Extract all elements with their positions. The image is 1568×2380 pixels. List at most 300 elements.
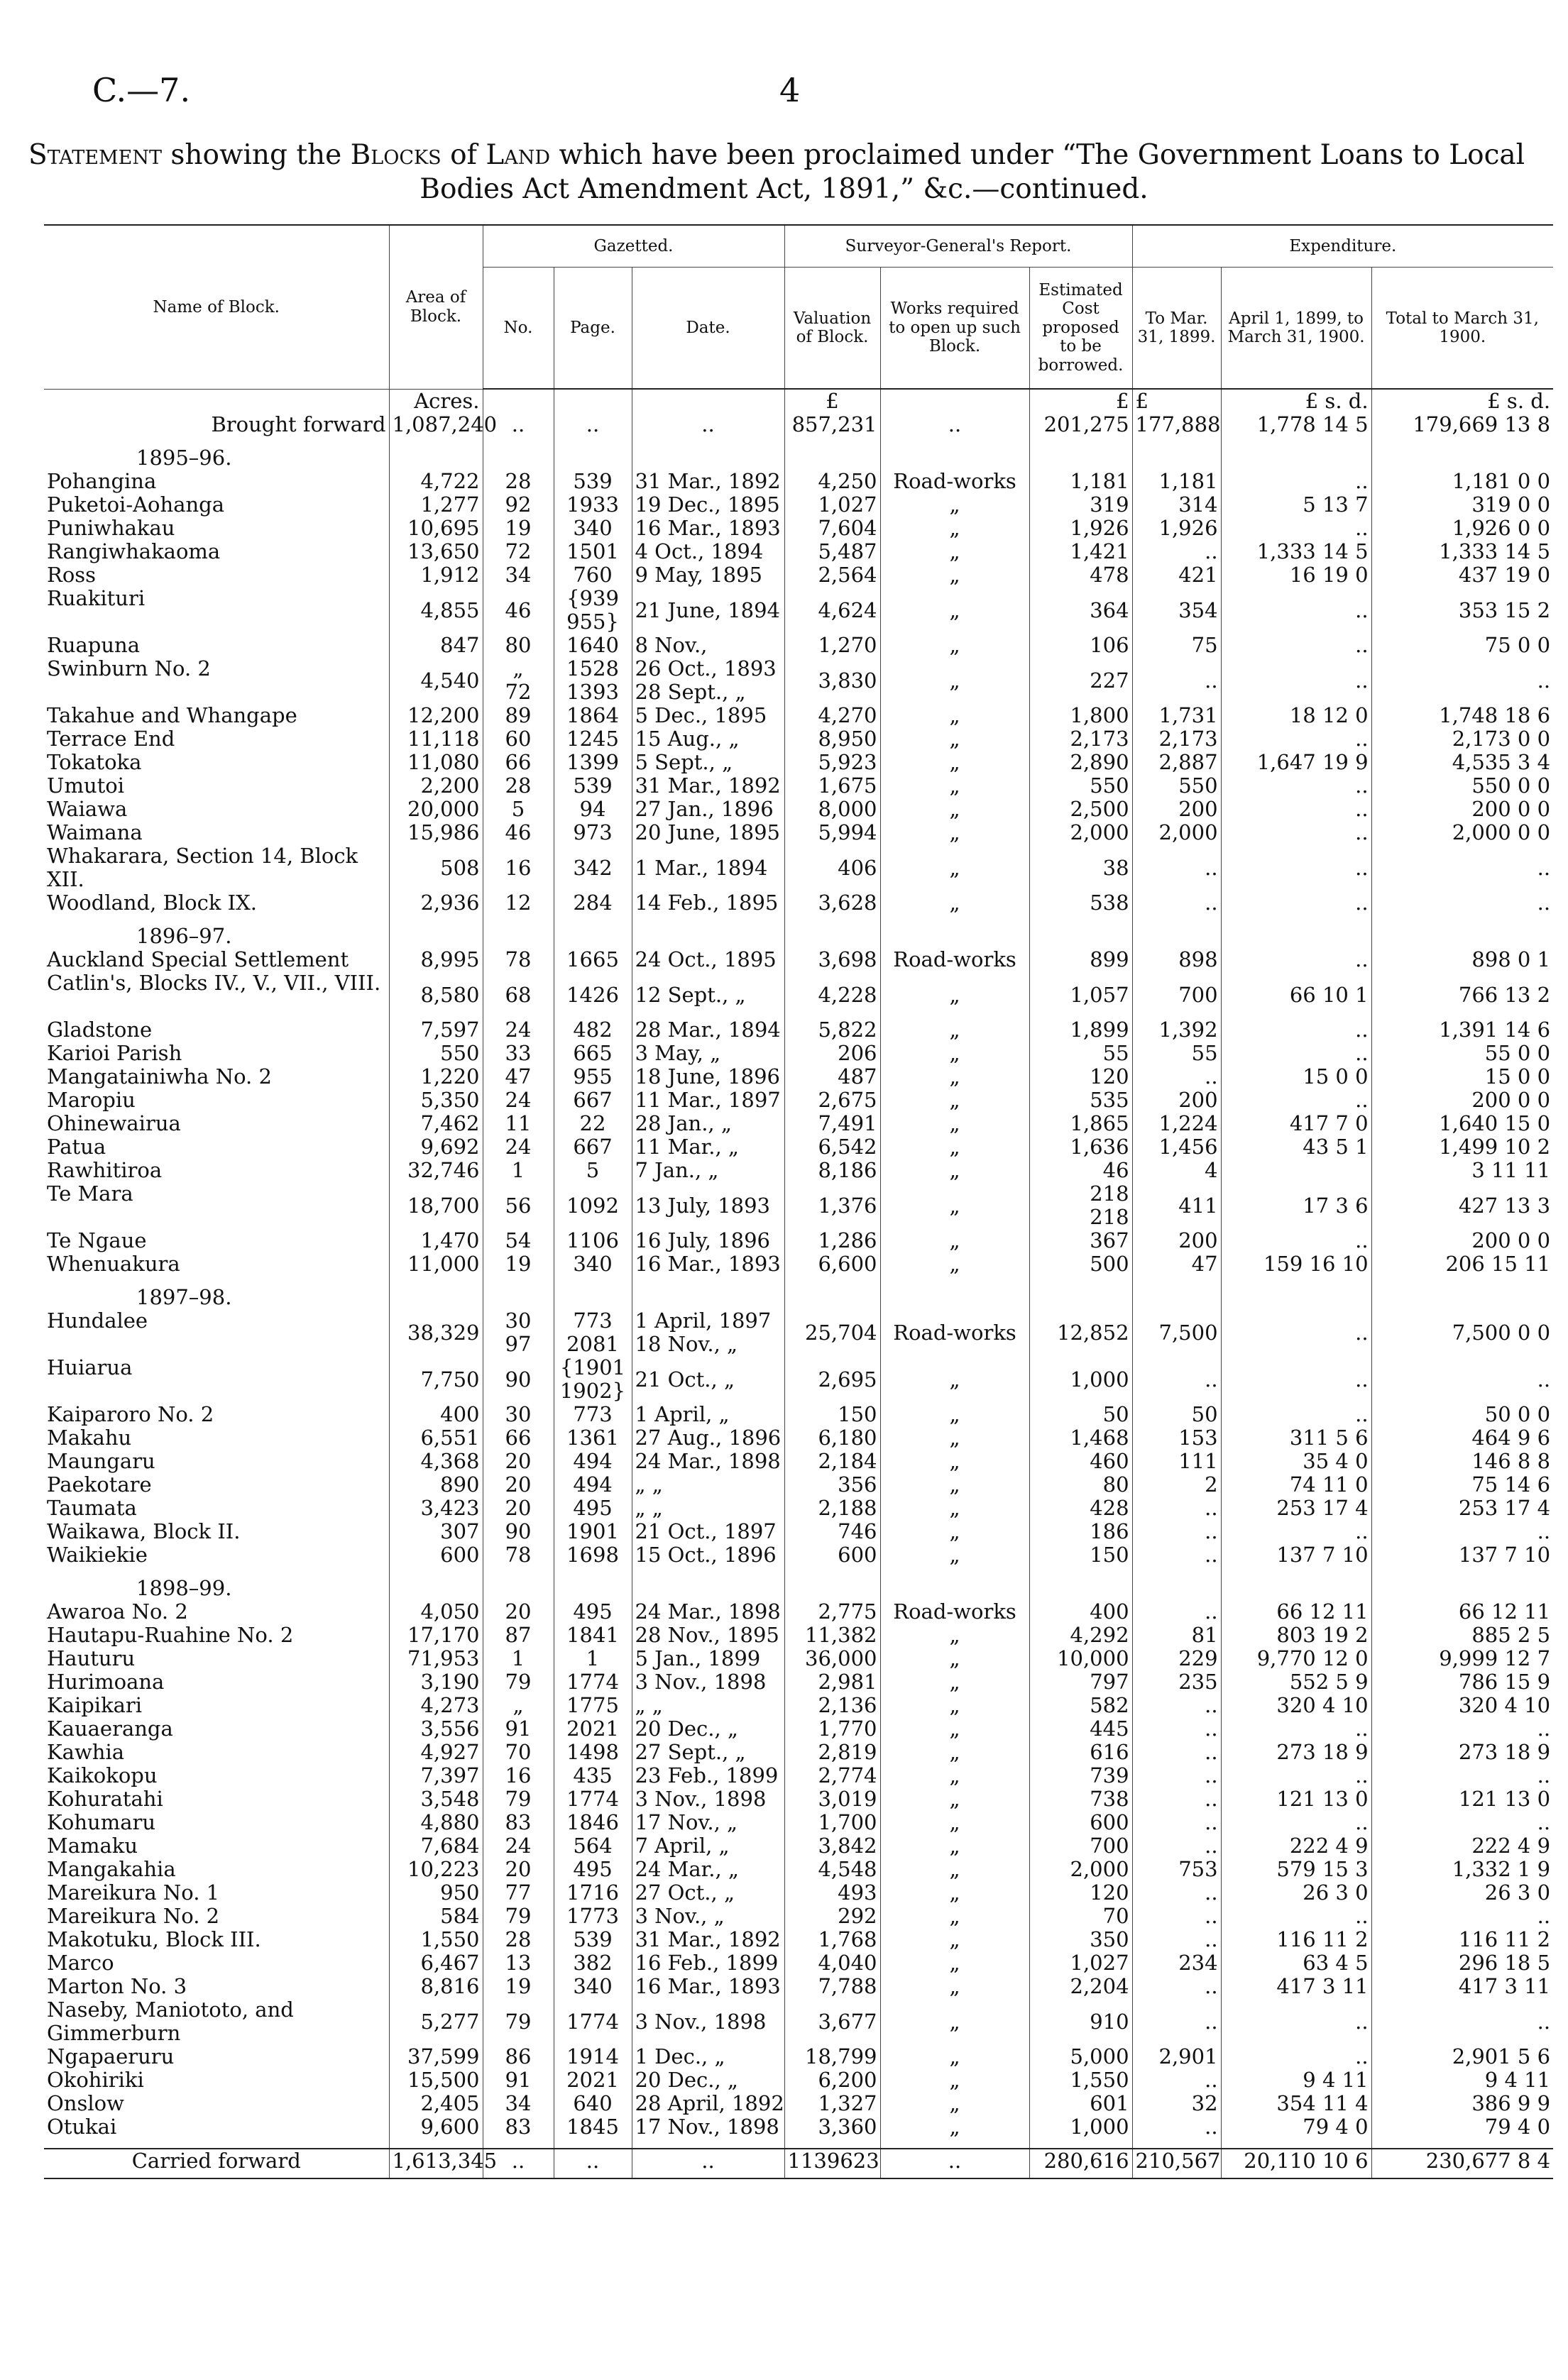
cell-date: 16 Mar., 1893 bbox=[632, 1252, 784, 1276]
cell-val: 4,250 bbox=[784, 470, 880, 493]
cell-to: 753 bbox=[1132, 1858, 1221, 1881]
cell-no: 13 bbox=[483, 1951, 554, 1975]
cell-tot: .. bbox=[1371, 1811, 1553, 1834]
cell-area: 3,423 bbox=[389, 1497, 483, 1520]
cell-to: .. bbox=[1132, 1998, 1221, 2045]
cell-tot: 179,669 13 8 bbox=[1371, 413, 1553, 436]
cell-works: „ bbox=[880, 1670, 1029, 1694]
table-row bbox=[44, 798, 1553, 821]
cell-no: 90 bbox=[483, 1520, 554, 1543]
cell-page: 1716 bbox=[554, 1881, 632, 1905]
cell-tot: 296 18 5 bbox=[1371, 1951, 1553, 1975]
cell-tot: 885 2 5 bbox=[1371, 1624, 1553, 1647]
cell-no: 92 bbox=[483, 493, 554, 517]
cell-apr: .. bbox=[1221, 1717, 1371, 1741]
cell-works: „ bbox=[880, 727, 1029, 751]
cell-est: 227 bbox=[1029, 657, 1132, 704]
cell-to: .. bbox=[1132, 1834, 1221, 1858]
cell-page: 1914 bbox=[554, 2045, 632, 2068]
cell-to: 177,888 bbox=[1132, 413, 1221, 436]
cell-no: 86 bbox=[483, 2045, 554, 2068]
cell-works: „ bbox=[880, 751, 1029, 774]
title-lead: Statement bbox=[28, 139, 162, 171]
cell-tot: 9 4 11 bbox=[1371, 2068, 1553, 2092]
cell-val: 150 bbox=[784, 1403, 880, 1426]
cell-no: 79 bbox=[483, 1998, 554, 2045]
cell-no: 24 bbox=[483, 1018, 554, 1042]
cell-to: .. bbox=[1132, 891, 1221, 915]
block-name: Te Mara bbox=[47, 1181, 133, 1206]
section-heading: 1898–99. bbox=[136, 1576, 232, 1600]
cell-date: 11 Mar., 1897 bbox=[632, 1089, 784, 1112]
col-area: Area of Block. bbox=[389, 226, 483, 389]
cell-tot: 319 0 0 bbox=[1371, 493, 1553, 517]
cell-page: 1106 bbox=[554, 1229, 632, 1252]
cell-apr: .. bbox=[1221, 1018, 1371, 1042]
cell-apr: 5 13 7 bbox=[1221, 493, 1371, 517]
cell-no: 66 bbox=[483, 751, 554, 774]
cell-no: 90 bbox=[483, 1356, 554, 1403]
cell-no: 20 bbox=[483, 1600, 554, 1624]
cell-area: 400 bbox=[389, 1403, 483, 1426]
cell-page: {939 955} bbox=[554, 587, 632, 634]
cell-tot: 200 0 0 bbox=[1371, 1229, 1553, 1252]
cell-apr: 20,110 10 6 bbox=[1221, 2149, 1371, 2178]
cell-tot: 15 0 0 bbox=[1371, 1065, 1553, 1089]
cell-apr: .. bbox=[1221, 821, 1371, 844]
table-row bbox=[44, 1065, 1553, 1089]
cell-apr: .. bbox=[1221, 587, 1371, 634]
cell-page: 1399 bbox=[554, 751, 632, 774]
cell-works: „ bbox=[880, 1741, 1029, 1764]
unit-est: £ bbox=[1029, 389, 1132, 413]
cell-to: 32 bbox=[1132, 2092, 1221, 2115]
col-estimated: Estimated Cost proposed to be borrowed. bbox=[1029, 268, 1132, 390]
cell-page: 22 bbox=[554, 1112, 632, 1135]
cell-no: 46 bbox=[483, 587, 554, 634]
cell-tot: 3 11 11 bbox=[1371, 1159, 1553, 1182]
cell-val: 3,698 bbox=[784, 948, 880, 971]
block-name: Pohangina bbox=[47, 469, 157, 493]
cell-date: 28 April, 1892 bbox=[632, 2092, 784, 2115]
block-name: Whenuakura bbox=[47, 1252, 180, 1276]
cell-works: „ bbox=[880, 1905, 1029, 1928]
cell-date: 24 Oct., 1895 bbox=[632, 948, 784, 971]
cell-page: 1901 bbox=[554, 1520, 632, 1543]
block-name: Naseby, Maniototo, and Gimmerburn bbox=[47, 1998, 294, 2045]
cell-tot: .. bbox=[1371, 1764, 1553, 1787]
cell-val: 6,200 bbox=[784, 2068, 880, 2092]
cell-page: 435 bbox=[554, 1764, 632, 1787]
cell-date: 20 Dec., „ bbox=[632, 2068, 784, 2092]
cell-area: 8,816 bbox=[389, 1975, 483, 1998]
units-row bbox=[44, 389, 1553, 413]
cell-to: 2,173 bbox=[1132, 727, 1221, 751]
cell-val: 8,950 bbox=[784, 727, 880, 751]
block-name: Waiawa bbox=[47, 797, 128, 821]
table-row bbox=[44, 2092, 1553, 2115]
cell-area: 71,953 bbox=[389, 1647, 483, 1670]
cell-est: 319 bbox=[1029, 493, 1132, 517]
cell-to: 153 bbox=[1132, 1426, 1221, 1450]
cell-works: „ bbox=[880, 1694, 1029, 1717]
table-row bbox=[44, 1975, 1553, 1998]
cell-apr bbox=[1221, 1159, 1371, 1182]
cell-apr: 222 4 9 bbox=[1221, 1834, 1371, 1858]
cell-date: 31 Mar., 1892 bbox=[632, 774, 784, 798]
cell-no: 20 bbox=[483, 1473, 554, 1497]
cell-works: Road-works bbox=[880, 948, 1029, 971]
cell-page: 1092 bbox=[554, 1182, 632, 1229]
cell-tot: 353 15 2 bbox=[1371, 587, 1553, 634]
cell-apr: 63 4 5 bbox=[1221, 1951, 1371, 1975]
cell-works: „ bbox=[880, 1543, 1029, 1567]
cell-est: 2,000 bbox=[1029, 1858, 1132, 1881]
block-name: Patua bbox=[47, 1135, 106, 1159]
cell-page: 773 2081 bbox=[554, 1309, 632, 1356]
cell-works: Road-works bbox=[880, 1309, 1029, 1356]
cell-est: 1,865 bbox=[1029, 1112, 1132, 1135]
cell-apr: 116 11 2 bbox=[1221, 1928, 1371, 1951]
cell-to: 200 bbox=[1132, 798, 1221, 821]
cell-tot: 1,333 14 5 bbox=[1371, 540, 1553, 563]
cell-est: 80 bbox=[1029, 1473, 1132, 1497]
cell-date: 5 Sept., „ bbox=[632, 751, 784, 774]
cell-area: 847 bbox=[389, 634, 483, 657]
cell-works: „ bbox=[880, 2045, 1029, 2068]
cell-apr: 15 0 0 bbox=[1221, 1065, 1371, 1089]
cell-apr: 43 5 1 bbox=[1221, 1135, 1371, 1159]
cell-val: 4,040 bbox=[784, 1951, 880, 1975]
cell-works: „ bbox=[880, 517, 1029, 540]
cell-tot: 320 4 10 bbox=[1371, 1694, 1553, 1717]
cell-apr: 552 5 9 bbox=[1221, 1670, 1371, 1694]
table-row bbox=[44, 2045, 1553, 2068]
cell-area: 2,405 bbox=[389, 2092, 483, 2115]
cell-tot: 26 3 0 bbox=[1371, 1881, 1553, 1905]
cell-area: 890 bbox=[389, 1473, 483, 1497]
cell-no: 47 bbox=[483, 1065, 554, 1089]
cell-est: 899 bbox=[1029, 948, 1132, 971]
cell-area: 4,927 bbox=[389, 1741, 483, 1764]
block-name: Gladstone bbox=[47, 1018, 153, 1042]
cell-date: 3 Nov., 1898 bbox=[632, 1998, 784, 2045]
cell-apr: .. bbox=[1221, 1309, 1371, 1356]
table-row bbox=[44, 587, 1553, 634]
block-name: Ross bbox=[47, 563, 97, 587]
cell-est: 186 bbox=[1029, 1520, 1132, 1543]
cell-to: 314 bbox=[1132, 493, 1221, 517]
cell-est: 445 bbox=[1029, 1717, 1132, 1741]
cell-est: 1,000 bbox=[1029, 1356, 1132, 1403]
cell-to: 1,181 bbox=[1132, 470, 1221, 493]
cell-to: 111 bbox=[1132, 1450, 1221, 1473]
cell-tot: .. bbox=[1371, 844, 1553, 891]
cell-no: 24 bbox=[483, 1834, 554, 1858]
row-name: Brought forward bbox=[211, 412, 386, 436]
block-name: Ruapuna bbox=[47, 633, 141, 657]
cell-page: 667 bbox=[554, 1135, 632, 1159]
cell-apr: 74 11 0 bbox=[1221, 1473, 1371, 1497]
cell-val: 2,188 bbox=[784, 1497, 880, 1520]
table-row bbox=[44, 948, 1553, 971]
table-row bbox=[44, 1018, 1553, 1042]
cell-page: {1901 1902} bbox=[554, 1356, 632, 1403]
cell-to: 229 bbox=[1132, 1647, 1221, 1670]
cell-apr: 1,647 19 9 bbox=[1221, 751, 1371, 774]
cell-date: 21 June, 1894 bbox=[632, 587, 784, 634]
cell-works: „ bbox=[880, 1520, 1029, 1543]
cell-apr: .. bbox=[1221, 948, 1371, 971]
cell-to: 1,224 bbox=[1132, 1112, 1221, 1135]
cell-no: „ bbox=[483, 1694, 554, 1717]
cell-works: „ bbox=[880, 563, 1029, 587]
cell-val: 1139623 bbox=[784, 2149, 880, 2178]
table-row bbox=[44, 1647, 1553, 1670]
cell-tot: 1,640 15 0 bbox=[1371, 1112, 1553, 1135]
cell-tot: 2,901 5 6 bbox=[1371, 2045, 1553, 2068]
cell-to: 898 bbox=[1132, 948, 1221, 971]
table-row bbox=[44, 517, 1553, 540]
cell-est: 550 bbox=[1029, 774, 1132, 798]
cell-est: 460 bbox=[1029, 1450, 1132, 1473]
cell-works: „ bbox=[880, 1135, 1029, 1159]
cell-est: 10,000 bbox=[1029, 1647, 1132, 1670]
cell-apr: .. bbox=[1221, 470, 1371, 493]
cell-est: 2,204 bbox=[1029, 1975, 1132, 1998]
cell-page: 1528 1393 bbox=[554, 657, 632, 704]
cell-apr: 137 7 10 bbox=[1221, 1543, 1371, 1567]
cell-val: 356 bbox=[784, 1473, 880, 1497]
unit-val: £ bbox=[784, 389, 880, 413]
spacer-row bbox=[44, 1276, 1553, 1286]
cell-apr: .. bbox=[1221, 1520, 1371, 1543]
cell-est: 797 bbox=[1029, 1670, 1132, 1694]
cell-works: „ bbox=[880, 844, 1029, 891]
cell-page: 342 bbox=[554, 844, 632, 891]
cell-page: 1698 bbox=[554, 1543, 632, 1567]
table-row bbox=[44, 1928, 1553, 1951]
cell-tot: 1,332 1 9 bbox=[1371, 1858, 1553, 1881]
cell-works: „ bbox=[880, 2092, 1029, 2115]
cell-area: 1,613,345 bbox=[389, 2149, 483, 2178]
block-name: Hundalee bbox=[47, 1309, 148, 1333]
cell-tot: 898 0 1 bbox=[1371, 948, 1553, 971]
table-row bbox=[44, 1135, 1553, 1159]
col-name: Name of Block. bbox=[44, 226, 389, 389]
block-name: Mangakahia bbox=[47, 1857, 176, 1881]
cell-no: 16 bbox=[483, 844, 554, 891]
cell-val: 406 bbox=[784, 844, 880, 891]
cell-val: 1,027 bbox=[784, 493, 880, 517]
cell-area: 9,600 bbox=[389, 2115, 483, 2139]
cell-date: 26 Oct., 1893 28 Sept., „ bbox=[632, 657, 784, 704]
cell-date: 23 Feb., 1899 bbox=[632, 1764, 784, 1787]
cell-area: 10,223 bbox=[389, 1858, 483, 1881]
cell-est: 1,057 bbox=[1029, 971, 1132, 1018]
table-row bbox=[44, 1717, 1553, 1741]
cell-est: 50 bbox=[1029, 1403, 1132, 1426]
cell-date: 19 Dec., 1895 bbox=[632, 493, 784, 517]
cell-area: 11,080 bbox=[389, 751, 483, 774]
cell-date: 12 Sept., „ bbox=[632, 971, 784, 1018]
cell-no: 91 bbox=[483, 1717, 554, 1741]
cell-apr: 311 5 6 bbox=[1221, 1426, 1371, 1450]
cell-area: 600 bbox=[389, 1543, 483, 1567]
cell-date: 5 Jan., 1899 bbox=[632, 1647, 784, 1670]
table-row bbox=[44, 704, 1553, 727]
block-name: Makahu bbox=[47, 1426, 132, 1450]
cell-area: 4,050 bbox=[389, 1600, 483, 1624]
cell-area: 20,000 bbox=[389, 798, 483, 821]
cell-tot: 2,173 0 0 bbox=[1371, 727, 1553, 751]
cell-val: 5,822 bbox=[784, 1018, 880, 1042]
block-name: Kohuratahi bbox=[47, 1787, 163, 1811]
cell-page: 94 bbox=[554, 798, 632, 821]
cell-date: „ „ bbox=[632, 1497, 784, 1520]
table-row bbox=[44, 1624, 1553, 1647]
cell-tot: 121 13 0 bbox=[1371, 1787, 1553, 1811]
cell-no: 60 bbox=[483, 727, 554, 751]
cell-to: .. bbox=[1132, 1928, 1221, 1951]
block-name: Marco bbox=[47, 1951, 114, 1975]
cell-date: 1 Mar., 1894 bbox=[632, 844, 784, 891]
cell-page: 340 bbox=[554, 1252, 632, 1276]
cell-apr: 18 12 0 bbox=[1221, 704, 1371, 727]
block-name: Swinburn No. 2 bbox=[47, 656, 211, 681]
cell-works: „ bbox=[880, 1112, 1029, 1135]
cell-tot: 222 4 9 bbox=[1371, 1834, 1553, 1858]
cell-est: 280,616 bbox=[1029, 2149, 1132, 2178]
cell-page: 1841 bbox=[554, 1624, 632, 1647]
table-row bbox=[44, 1998, 1553, 2045]
cell-page: 539 bbox=[554, 470, 632, 493]
cell-apr: 121 13 0 bbox=[1221, 1787, 1371, 1811]
cell-works: „ bbox=[880, 634, 1029, 657]
cell-page: 1933 bbox=[554, 493, 632, 517]
cell-to: .. bbox=[1132, 1905, 1221, 1928]
cell-date: 1 April, 1897 18 Nov., „ bbox=[632, 1309, 784, 1356]
block-name: Hautapu-Ruahine No. 2 bbox=[47, 1623, 294, 1647]
cell-works: „ bbox=[880, 1426, 1029, 1450]
cell-to: 200 bbox=[1132, 1229, 1221, 1252]
cell-date: 16 July, 1896 bbox=[632, 1229, 784, 1252]
unit-apr: £ s. d. bbox=[1221, 389, 1371, 413]
table-row bbox=[44, 1764, 1553, 1787]
cell-est: 1,800 bbox=[1029, 704, 1132, 727]
table-row bbox=[44, 727, 1553, 751]
cell-apr: 79 4 0 bbox=[1221, 2115, 1371, 2139]
block-name: Waimana bbox=[47, 820, 143, 844]
cell-val: 493 bbox=[784, 1881, 880, 1905]
cell-no: 19 bbox=[483, 517, 554, 540]
cell-page: 284 bbox=[554, 891, 632, 915]
cell-to: .. bbox=[1132, 1741, 1221, 1764]
cell-area: 1,912 bbox=[389, 563, 483, 587]
block-name: Ngapaeruru bbox=[47, 2044, 175, 2068]
cell-apr: 320 4 10 bbox=[1221, 1694, 1371, 1717]
cell-area: 7,750 bbox=[389, 1356, 483, 1403]
title-text: of bbox=[441, 139, 486, 171]
cell-apr: .. bbox=[1221, 1229, 1371, 1252]
cell-apr: 1,333 14 5 bbox=[1221, 540, 1371, 563]
cell-area: 18,700 bbox=[389, 1182, 483, 1229]
cell-tot: 1,748 18 6 bbox=[1371, 704, 1553, 727]
cell-val: 2,775 bbox=[784, 1600, 880, 1624]
cell-no: 28 bbox=[483, 774, 554, 798]
cell-val: 2,564 bbox=[784, 563, 880, 587]
cell-est: 350 bbox=[1029, 1928, 1132, 1951]
cell-no: 87 bbox=[483, 1624, 554, 1647]
cell-works: „ bbox=[880, 774, 1029, 798]
cell-apr: 9 4 11 bbox=[1221, 2068, 1371, 2092]
cell-date: 28 Nov., 1895 bbox=[632, 1624, 784, 1647]
cell-date: 3 Nov., „ bbox=[632, 1905, 784, 1928]
cell-est: 616 bbox=[1029, 1741, 1132, 1764]
cell-apr: 417 3 11 bbox=[1221, 1975, 1371, 1998]
table-row bbox=[44, 844, 1553, 891]
cell-to: .. bbox=[1132, 844, 1221, 891]
cell-to: .. bbox=[1132, 1694, 1221, 1717]
cell-to: 4 bbox=[1132, 1159, 1221, 1182]
cell-tot: 230,677 8 4 bbox=[1371, 2149, 1553, 2178]
table-row bbox=[44, 1694, 1553, 1717]
blocks-table bbox=[44, 226, 1553, 2179]
table-row bbox=[44, 774, 1553, 798]
cell-val: 1,376 bbox=[784, 1182, 880, 1229]
cell-to: 1,456 bbox=[1132, 1135, 1221, 1159]
cell-val: 7,788 bbox=[784, 1975, 880, 1998]
cell-apr: .. bbox=[1221, 844, 1371, 891]
table-row bbox=[44, 1112, 1553, 1135]
cell-apr: 417 7 0 bbox=[1221, 1112, 1371, 1135]
cell-est: 120 bbox=[1029, 1065, 1132, 1089]
cell-to: 235 bbox=[1132, 1670, 1221, 1694]
cell-val: 1,270 bbox=[784, 634, 880, 657]
cell-no: 28 bbox=[483, 1928, 554, 1951]
cell-est: 478 bbox=[1029, 563, 1132, 587]
cell-date: 16 Mar., 1893 bbox=[632, 517, 784, 540]
block-name: Otukai bbox=[47, 2115, 117, 2139]
title-text: which have been proclaimed under “The Government Loans to Local bbox=[550, 139, 1525, 171]
block-name: Makotuku, Block III. bbox=[47, 1927, 261, 1951]
cell-to: 411 bbox=[1132, 1182, 1221, 1229]
cell-area: 1,550 bbox=[389, 1928, 483, 1951]
cell-area: 307 bbox=[389, 1520, 483, 1543]
cell-val: 3,830 bbox=[784, 657, 880, 704]
table-body bbox=[44, 389, 1553, 2178]
cell-date: 17 Nov., 1898 bbox=[632, 2115, 784, 2139]
group-gazetted: Gazetted. bbox=[483, 226, 784, 268]
block-name: Hauturu bbox=[47, 1646, 136, 1670]
cell-date: 24 Mar., 1898 bbox=[632, 1450, 784, 1473]
block-name: Maungaru bbox=[47, 1449, 155, 1473]
cell-no: .. bbox=[483, 2149, 554, 2178]
col-valuation: Valuation of Block. bbox=[784, 268, 880, 390]
cell-est: 70 bbox=[1029, 1905, 1132, 1928]
cell-tot: 137 7 10 bbox=[1371, 1543, 1553, 1567]
table-row bbox=[44, 1881, 1553, 1905]
spacer-row bbox=[44, 436, 1553, 446]
cell-to: .. bbox=[1132, 1356, 1221, 1403]
block-name: Karioi Parish bbox=[47, 1041, 182, 1065]
cell-date: 3 Nov., 1898 bbox=[632, 1670, 784, 1694]
block-name: Awaroa No. 2 bbox=[47, 1599, 188, 1624]
cell-apr: 1,778 14 5 bbox=[1221, 413, 1371, 436]
cell-area: 15,500 bbox=[389, 2068, 483, 2092]
cell-works: „ bbox=[880, 1647, 1029, 1670]
cell-tot: 7,500 0 0 bbox=[1371, 1309, 1553, 1356]
